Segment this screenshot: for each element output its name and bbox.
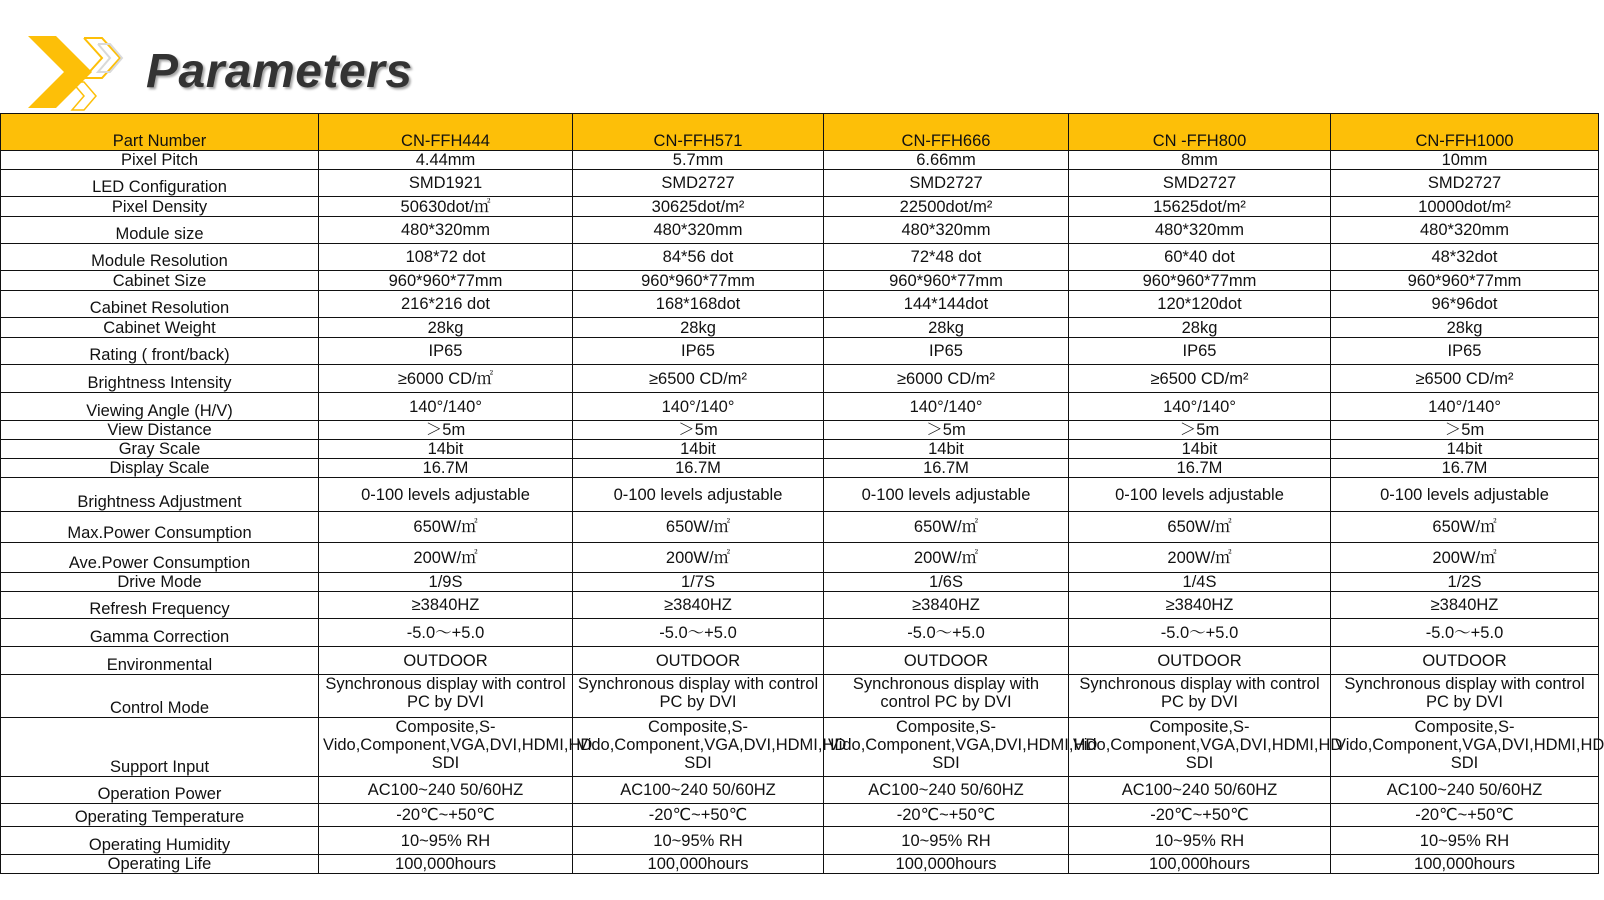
table-cell: 200W/㎡ — [1331, 543, 1599, 573]
table-row — [1, 592, 1599, 619]
table-cell: 28kg — [1069, 318, 1331, 338]
table-cell: -20℃~+50℃ — [1069, 804, 1331, 827]
table-cell: IP65 — [824, 338, 1069, 365]
table-row — [1, 440, 1599, 459]
table-cell: 28kg — [824, 318, 1069, 338]
table-cell: AC100~240 50/60HZ — [573, 777, 824, 804]
table-row — [1, 151, 1599, 170]
table-cell: 480*320mm — [573, 217, 824, 244]
table-cell: -5.0～+5.0 — [1069, 619, 1331, 647]
table-cell: -20℃~+50℃ — [1331, 804, 1599, 827]
table-cell: 1/7S — [573, 573, 824, 592]
table-cell: ≥6500 CD/m² — [1331, 365, 1599, 393]
table-cell: ≥3840HZ — [1331, 592, 1599, 619]
table-cell: 14bit — [1069, 440, 1331, 459]
table-cell: -5.0～+5.0 — [319, 619, 573, 647]
table-row — [1, 573, 1599, 592]
table-cell: 16.7M — [824, 459, 1069, 478]
table-cell: OUTDOOR — [824, 647, 1069, 675]
table-cell: SMD2727 — [824, 170, 1069, 197]
table-cell: ≥6500 CD/m² — [573, 365, 824, 393]
table-cell: 960*960*77mm — [319, 271, 573, 291]
table-cell: 10000dot/m² — [1331, 197, 1599, 217]
table-cell: ≥3840HZ — [573, 592, 824, 619]
table-cell: 120*120dot — [1069, 291, 1331, 318]
table-cell: 0-100 levels adjustable — [319, 478, 573, 512]
row-label: Operating Life — [1, 855, 319, 874]
table-cell: Synchronous display with control PC by DVI — [573, 675, 824, 718]
table-cell: 15625dot/m² — [1069, 197, 1331, 217]
table-cell: 140°/140° — [1069, 393, 1331, 421]
table-cell: IP65 — [1069, 338, 1331, 365]
table-row — [1, 365, 1599, 393]
header-cell: CN-FFH666 — [824, 114, 1069, 151]
table-cell: -5.0～+5.0 — [824, 619, 1069, 647]
table-cell: 50630dot/㎡ — [319, 197, 573, 217]
table-row — [1, 217, 1599, 244]
row-label: Cabinet Weight — [1, 318, 319, 338]
table-cell: ＞5m — [1331, 421, 1599, 440]
table-cell: IP65 — [319, 338, 573, 365]
table-cell: ≥3840HZ — [1069, 592, 1331, 619]
row-label: Cabinet Size — [1, 271, 319, 291]
table-cell: SMD2727 — [1069, 170, 1331, 197]
table-cell: 650W/㎡ — [824, 512, 1069, 543]
table-cell: 4.44mm — [319, 151, 573, 170]
table-row — [1, 244, 1599, 271]
table-row — [1, 271, 1599, 291]
table-cell: 10~95% RH — [319, 827, 573, 855]
table-cell: 14bit — [319, 440, 573, 459]
page-title: Parameters — [146, 45, 413, 98]
table-cell: ≥3840HZ — [824, 592, 1069, 619]
table-cell: -20℃~+50℃ — [573, 804, 824, 827]
row-label: Gray Scale — [1, 440, 319, 459]
row-label: Pixel Pitch — [1, 151, 319, 170]
table-cell: SMD1921 — [319, 170, 573, 197]
table-cell: SMD2727 — [573, 170, 824, 197]
table-cell: Composite,S-Vido,Component,VGA,DVI,HDMI,HD SDI — [319, 718, 573, 777]
row-label: Control Mode — [1, 675, 319, 718]
table-row — [1, 421, 1599, 440]
table-row — [1, 478, 1599, 512]
row-label: Module Resolution — [1, 244, 319, 271]
table-cell: 480*320mm — [1069, 217, 1331, 244]
row-label: Operating Humidity — [1, 827, 319, 855]
table-row — [1, 170, 1599, 197]
table-cell: 200W/㎡ — [319, 543, 573, 573]
table-cell: 216*216 dot — [319, 291, 573, 318]
row-label: LED Configuration — [1, 170, 319, 197]
table-cell: OUTDOOR — [1331, 647, 1599, 675]
table-cell: ＞5m — [1069, 421, 1331, 440]
table-cell: IP65 — [1331, 338, 1599, 365]
table-row — [1, 543, 1599, 573]
row-label: Pixel Density — [1, 197, 319, 217]
table-cell: OUTDOOR — [1069, 647, 1331, 675]
row-label: Gamma Correction — [1, 619, 319, 647]
table-row — [1, 718, 1599, 777]
table-cell: 200W/㎡ — [824, 543, 1069, 573]
table-cell: OUTDOOR — [573, 647, 824, 675]
table-cell: 14bit — [824, 440, 1069, 459]
table-cell: Synchronous display with control PC by DVI — [1069, 675, 1331, 718]
table-row — [1, 338, 1599, 365]
table-cell: Synchronous display with control PC by DVI — [824, 675, 1069, 718]
table-cell: ＞5m — [319, 421, 573, 440]
table-cell: 16.7M — [573, 459, 824, 478]
table-cell: 140°/140° — [1331, 393, 1599, 421]
table-cell: 1/2S — [1331, 573, 1599, 592]
row-label: Brightness Intensity — [1, 365, 319, 393]
table-cell: ＞5m — [573, 421, 824, 440]
table-row — [1, 459, 1599, 478]
table-cell: 140°/140° — [824, 393, 1069, 421]
table-cell: Composite,S-Vido,Component,VGA,DVI,HDMI,HD SDI — [824, 718, 1069, 777]
row-label: Rating ( front/back) — [1, 338, 319, 365]
table-cell: 960*960*77mm — [1069, 271, 1331, 291]
table-cell: 10~95% RH — [824, 827, 1069, 855]
table-cell: 48*32dot — [1331, 244, 1599, 271]
table-cell: 10~95% RH — [573, 827, 824, 855]
table-cell: 960*960*77mm — [1331, 271, 1599, 291]
table-cell: 100,000hours — [573, 855, 824, 874]
table-cell: 28kg — [1331, 318, 1599, 338]
table-cell: Synchronous display with control PC by DVI — [1331, 675, 1599, 718]
table-cell: 650W/㎡ — [319, 512, 573, 543]
table-cell: 650W/㎡ — [1069, 512, 1331, 543]
header-cell: Part Number — [1, 114, 319, 151]
table-cell: 14bit — [1331, 440, 1599, 459]
table-cell: 16.7M — [319, 459, 573, 478]
header-cell: CN-FFH1000 — [1331, 114, 1599, 151]
table-cell: 650W/㎡ — [1331, 512, 1599, 543]
table-cell: 0-100 levels adjustable — [573, 478, 824, 512]
header-cell: CN -FFH800 — [1069, 114, 1331, 151]
table-cell: Synchronous display with control PC by DVI — [319, 675, 573, 718]
table-cell: 5.7mm — [573, 151, 824, 170]
table-cell: 1/6S — [824, 573, 1069, 592]
table-row — [1, 197, 1599, 217]
table-cell: 72*48 dot — [824, 244, 1069, 271]
row-label: Cabinet Resolution — [1, 291, 319, 318]
table-cell: 144*144dot — [824, 291, 1069, 318]
table-cell: 0-100 levels adjustable — [1331, 478, 1599, 512]
table-cell: 960*960*77mm — [573, 271, 824, 291]
table-cell: -5.0～+5.0 — [1331, 619, 1599, 647]
table-cell: 22500dot/m² — [824, 197, 1069, 217]
table-cell: 28kg — [573, 318, 824, 338]
table-cell: ≥3840HZ — [319, 592, 573, 619]
row-label: Display Scale — [1, 459, 319, 478]
row-label: Viewing Angle (H/V) — [1, 393, 319, 421]
row-label: View Distance — [1, 421, 319, 440]
table-cell: -20℃~+50℃ — [319, 804, 573, 827]
row-label: Ave.Power Consumption — [1, 543, 319, 573]
table-cell: 960*960*77mm — [824, 271, 1069, 291]
parameters-table-body — [1, 151, 1604, 874]
table-row — [1, 393, 1599, 421]
table-row — [1, 619, 1599, 647]
table-cell: ≥6500 CD/m² — [1069, 365, 1331, 393]
row-label: Module size — [1, 217, 319, 244]
row-label: Operation Power — [1, 777, 319, 804]
table-cell: Composite,S-Vido,Component,VGA,DVI,HDMI,HD SDI — [1069, 718, 1331, 777]
table-row — [1, 855, 1599, 874]
table-cell: Composite,S-Vido,Component,VGA,DVI,HDMI,HD SDI — [1331, 718, 1599, 777]
table-cell: 96*96dot — [1331, 291, 1599, 318]
table-cell: SMD2727 — [1331, 170, 1599, 197]
table-row — [1, 291, 1599, 318]
table-cell: AC100~240 50/60HZ — [319, 777, 573, 804]
table-cell: 100,000hours — [824, 855, 1069, 874]
table-cell: OUTDOOR — [319, 647, 573, 675]
table-cell: 480*320mm — [319, 217, 573, 244]
row-label: Environmental — [1, 647, 319, 675]
table-cell: 200W/㎡ — [573, 543, 824, 573]
table-cell: 140°/140° — [319, 393, 573, 421]
table-cell: ≥6000 CD/m² — [824, 365, 1069, 393]
double-chevron-logo-icon — [22, 30, 132, 112]
table-cell: 14bit — [573, 440, 824, 459]
table-row — [1, 318, 1599, 338]
table-cell: 60*40 dot — [1069, 244, 1331, 271]
table-cell: -20℃~+50℃ — [824, 804, 1069, 827]
table-cell: 650W/㎡ — [573, 512, 824, 543]
row-label: Brightness Adjustment — [1, 478, 319, 512]
table-cell: 100,000hours — [1069, 855, 1331, 874]
table-cell: Composite,S-Vido,Component,VGA,DVI,HDMI,HD SDI — [573, 718, 824, 777]
table-cell: 1/9S — [319, 573, 573, 592]
table-cell: 100,000hours — [319, 855, 573, 874]
table-cell: -5.0～+5.0 — [573, 619, 824, 647]
table-cell: 140°/140° — [573, 393, 824, 421]
table-row — [1, 827, 1599, 855]
table-cell: ＞5m — [824, 421, 1069, 440]
table-cell: 1/4S — [1069, 573, 1331, 592]
parameters-table — [0, 113, 1604, 874]
table-cell: 200W/㎡ — [1069, 543, 1331, 573]
table-row — [1, 647, 1599, 675]
table-cell: 10mm — [1331, 151, 1599, 170]
table-cell: ≥6000 CD/㎡ — [319, 365, 573, 393]
header-cell: CN-FFH571 — [573, 114, 824, 151]
table-cell: 10~95% RH — [1069, 827, 1331, 855]
table-cell: 108*72 dot — [319, 244, 573, 271]
table-cell: 480*320mm — [824, 217, 1069, 244]
table-row — [1, 512, 1599, 543]
table-cell: 0-100 levels adjustable — [1069, 478, 1331, 512]
table-cell: 16.7M — [1331, 459, 1599, 478]
table-row — [1, 804, 1599, 827]
table-row — [1, 675, 1599, 718]
table-cell: AC100~240 50/60HZ — [824, 777, 1069, 804]
table-cell: 100,000hours — [1331, 855, 1599, 874]
table-row — [1, 777, 1599, 804]
table-cell: 6.66mm — [824, 151, 1069, 170]
table-cell: IP65 — [573, 338, 824, 365]
header-cell: CN-FFH444 — [319, 114, 573, 151]
table-cell: 84*56 dot — [573, 244, 824, 271]
table-cell: 168*168dot — [573, 291, 824, 318]
table-cell: 8mm — [1069, 151, 1331, 170]
row-label: Support Input — [1, 718, 319, 777]
row-label: Refresh Frequency — [1, 592, 319, 619]
table-cell: 30625dot/m² — [573, 197, 824, 217]
table-cell: AC100~240 50/60HZ — [1331, 777, 1599, 804]
table-cell: 480*320mm — [1331, 217, 1599, 244]
table-cell: 16.7M — [1069, 459, 1331, 478]
table-cell: 10~95% RH — [1331, 827, 1599, 855]
row-label: Operating Temperature — [1, 804, 319, 827]
table-header-row — [1, 114, 1599, 151]
row-label: Drive Mode — [1, 573, 319, 592]
table-cell: 28kg — [319, 318, 573, 338]
table-cell: AC100~240 50/60HZ — [1069, 777, 1331, 804]
row-label: Max.Power Consumption — [1, 512, 319, 543]
table-cell: 0-100 levels adjustable — [824, 478, 1069, 512]
